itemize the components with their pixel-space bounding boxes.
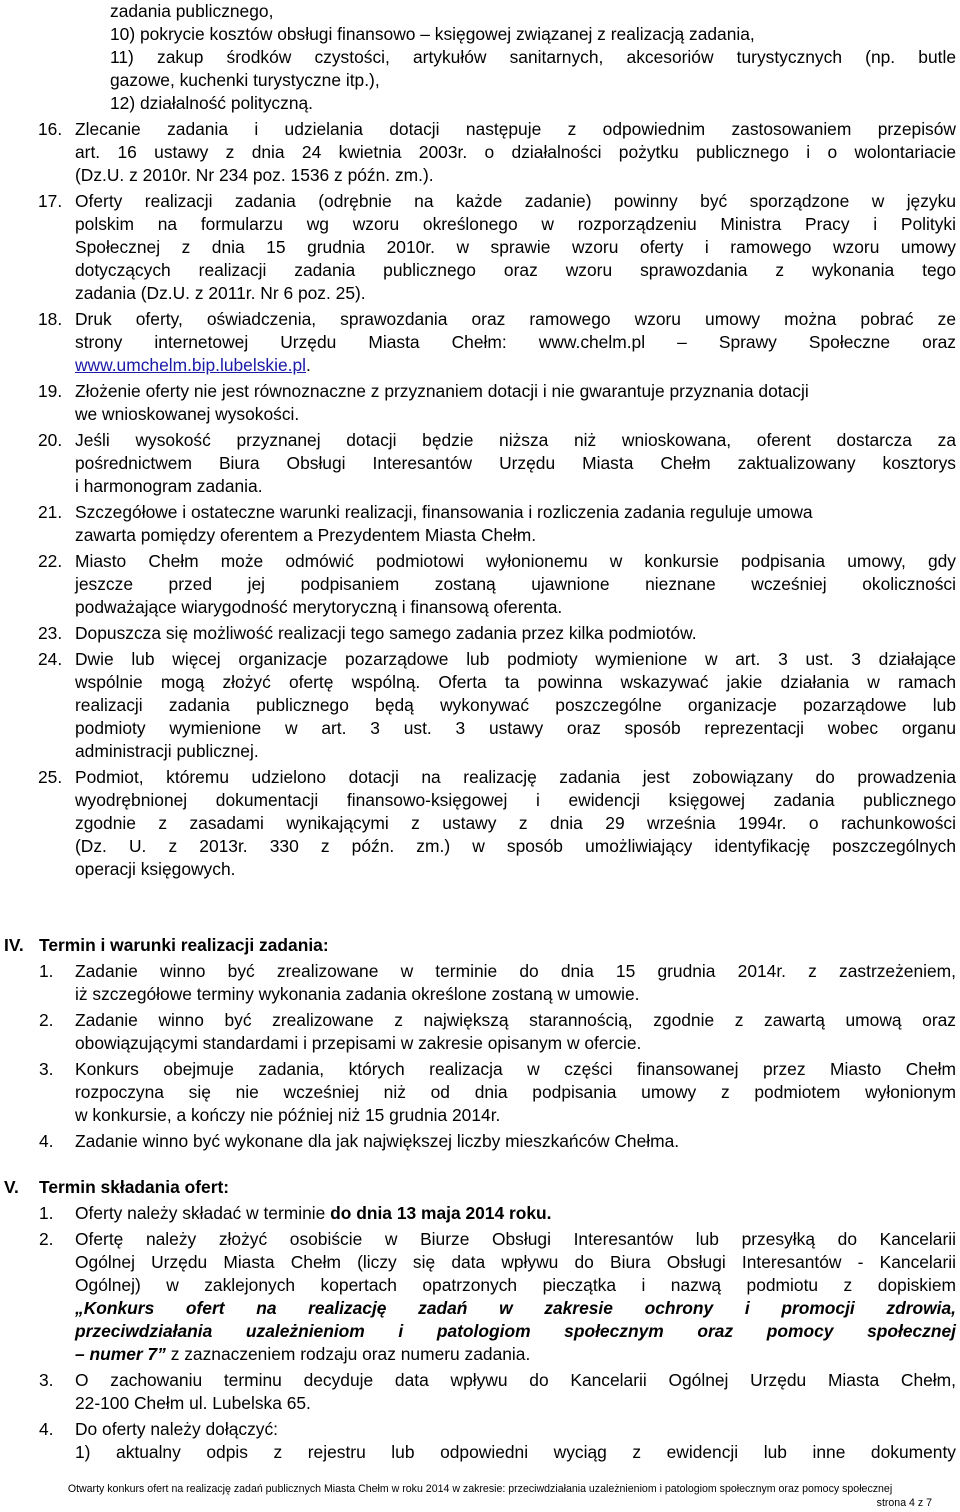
item-number: 4. xyxy=(39,1131,54,1151)
item-number: 2. xyxy=(39,1010,54,1030)
item-number: 1. xyxy=(39,961,54,981)
item-number: 23. xyxy=(38,623,63,643)
list-item: rozpoczyna się nie wcześniej niż od dnia podpisania umowy z podmiotem wyłonionym xyxy=(75,1082,956,1102)
item-number: 19. xyxy=(38,381,63,401)
list-item: Dwie lub więcej organizacje pozarządowe lub podmioty wymienione w art. 3 ust. 3 działające xyxy=(75,649,956,669)
list-item: Miasto Chełm może odmówić podmiotowi wyłonionemu w konkursie podpisania umowy, gdy xyxy=(75,551,956,571)
deadline-date: do dnia 13 maja 2014 roku. xyxy=(330,1203,552,1223)
list-item: zawarta pomiędzy oferentem a Prezydentem Miasta Chełm. xyxy=(75,525,537,545)
list-item: Konkurs obejmuje zadania, których realizacja w części finansowanej przez Miasto Chełm xyxy=(75,1059,956,1079)
list-item: Społecznej z dnia 15 grudnia 2010r. w sprawie wzoru oferty i ramowego wzoru umowy xyxy=(75,237,956,257)
list-item: zadania publicznego, xyxy=(110,1,274,21)
list-item: dotyczących realizacji zadania publicznego oraz wzoru sprawozdania z wykonania tego xyxy=(75,260,956,280)
list-item: Zlecanie zadania i udzielania dotacji następuje z odpowiednim zastosowaniem przepisów xyxy=(75,119,956,139)
list-item: jeszcze przed jej podpisaniem zostaną ujawnione nieznane wcześniej okoliczności xyxy=(75,574,956,594)
item-number: 18. xyxy=(38,309,63,329)
page-number: strona 4 z 7 xyxy=(876,1497,932,1509)
list-item: w konkursie, a kończy nie później niż 15 grudnia 2014r. xyxy=(75,1105,501,1125)
list-item: we wnioskowanej wysokości. xyxy=(75,404,300,424)
list-item: przeciwdziałania uzależnieniom i patologiom społecznym oraz pomocy społecznej xyxy=(75,1321,956,1341)
list-item: strony internetowej Urzędu Miasta Chełm: www.chelm.pl – Sprawy Społeczne oraz xyxy=(75,332,956,352)
list-item: Oferty realizacji zadania (odrębnie na każde zadanie) powinny być sporządzone w języku xyxy=(75,191,956,211)
section-title: Termin składania ofert: xyxy=(39,1177,230,1197)
list-item: 1) aktualny odpis z rejestru lub odpowiedni wyciąg z ewidencji lub inne dokumenty xyxy=(75,1442,956,1462)
list-item: Druk oferty, oświadczenia, sprawozdania oraz ramowego wzoru umowy można pobrać ze xyxy=(75,309,956,329)
list-item: podmioty wymienione w art. 3 ust. 3 ustawy oraz sposób reprezentacji wobec organu xyxy=(75,718,956,738)
list-item: operacji księgowych. xyxy=(75,859,236,879)
list-item: Zadanie winno być zrealizowane w terminie do dnia 15 grudnia 2014r. z zastrzeżeniem, xyxy=(75,961,956,981)
list-item: Jeśli wysokość przyznanej dotacji będzie niższa niż wnioskowana, oferent dostarcza za xyxy=(75,430,956,450)
section-title: Termin i warunki realizacji zadania: xyxy=(39,935,329,955)
list-item: obowiązującymi standardami i przepisami w zakresie opisanym w ofercie. xyxy=(75,1033,642,1053)
list-item: i harmonogram zadania. xyxy=(75,476,263,496)
item-number: 3. xyxy=(39,1370,54,1390)
list-item: Dopuszcza się możliwość realizacji tego samego zadania przez kilka podmiotów. xyxy=(75,623,697,643)
list-item: „Konkurs ofert na realizację zadań w zakresie ochrony i promocji zdrowia, xyxy=(75,1298,956,1318)
list-item: 11) zakup środków czystości, artykułów sanitarnych, akcesoriów turystycznych (np. butle xyxy=(110,47,956,67)
list-item: pośrednictwem Biura Obsługi Interesantów Urzędu Miasta Chełm zaktualizowany kosztorys xyxy=(75,453,956,473)
list-item: Ofertę należy złożyć osobiście w Biurze Obsługi Interesantów lub przesyłką do Kancelarii xyxy=(75,1229,956,1249)
item-number: 24. xyxy=(38,649,63,669)
item-number: 2. xyxy=(39,1229,54,1249)
item-number: 4. xyxy=(39,1419,54,1439)
item-number: 20. xyxy=(38,430,63,450)
item-number: 1. xyxy=(39,1203,54,1223)
list-item: Podmiot, któremu udzielono dotacji na realizację zadania jest zobowiązany do prowadzenia xyxy=(75,767,956,787)
list-item: (Dz. U. z 2013r. 330 z późn. zm.) w sposób umożliwiający identyfikację poszczególnych xyxy=(75,836,956,856)
list-item: art. 16 ustawy z dnia 24 kwietnia 2003r. o działalności pożytku publicznego i o wolontariacie xyxy=(75,142,956,162)
item-number: 3. xyxy=(39,1059,54,1079)
list-item: zgodnie z zasadami wynikającymi z ustawy z dnia 29 września 1994r. o rachunkowości xyxy=(75,813,956,833)
list-item: Szczegółowe i ostateczne warunki realizacji, finansowania i rozliczenia zadania reguluje umowa xyxy=(75,502,813,522)
list-item: (Dz.U. z 2010r. Nr 234 poz. 1536 z późn. zm.). xyxy=(75,165,434,185)
section-number: IV. xyxy=(4,935,24,955)
list-item: polskim na formularzu wg wzoru określonego w rozporządzeniu Ministra Pracy i Polityki xyxy=(75,214,956,234)
item-number: 16. xyxy=(38,119,63,139)
section-number: V. xyxy=(4,1177,19,1197)
item-number: 17. xyxy=(38,191,63,211)
item-number: 22. xyxy=(38,551,63,571)
list-item: Ogólnej Urzędu Miasta Chełm (liczy się data wpływu do Biura Obsługi Interesantów - Kancelarii xyxy=(75,1252,956,1272)
list-item: iż szczegółowe terminy wykonania zadania określone zostaną w umowie. xyxy=(75,984,640,1004)
list-item: 22-100 Chełm ul. Lubelska 65. xyxy=(75,1393,311,1413)
list-item: Do oferty należy dołączyć: xyxy=(75,1419,278,1439)
item-number: 25. xyxy=(38,767,63,787)
list-item: O zachowaniu terminu decyduje data wpływu do Kancelarii Ogólnej Urzędu Miasta Chełm, xyxy=(75,1370,956,1390)
list-item: www.umchelm.bip.lubelskie.pl. xyxy=(75,355,311,375)
list-item: 12) działalność polityczną. xyxy=(110,93,313,113)
list-item: wspólnie mogą złożyć ofertę wspólną. Oferta ta powinna wskazywać jakie działania w ramach xyxy=(75,672,956,692)
list-item: – numer 7” z zaznaczeniem rodzaju oraz numeru zadania. xyxy=(75,1344,531,1364)
list-item: podważające wiarygodność merytoryczną i finansową oferenta. xyxy=(75,597,563,617)
bip-link[interactable]: www.umchelm.bip.lubelskie.pl xyxy=(75,355,307,375)
list-item: Zadanie winno być zrealizowane z największą starannością, zgodnie z zawartą umową oraz xyxy=(75,1010,956,1030)
list-item: gazowe, kuchenki turystyczne itp.), xyxy=(110,70,380,90)
list-item: administracji publicznej. xyxy=(75,741,259,761)
list-item: zadania (Dz.U. z 2011r. Nr 6 poz. 25). xyxy=(75,283,366,303)
item-number: 21. xyxy=(38,502,63,522)
list-item: realizacji zadania publicznego będą wykonywać poszczególne organizacje pozarządowe lub xyxy=(75,695,956,715)
list-item: Złożenie oferty nie jest równoznaczne z przyznaniem dotacji i nie gwarantuje przyznania dotacji xyxy=(75,381,809,401)
list-item: Oferty należy składać w terminie do dnia 13 maja 2014 roku. xyxy=(75,1203,552,1223)
page-footer: Otwarty konkurs ofert na realizację zadań publicznych Miasta Chełm w roku 2014 w zakresie: przeciwdziałania uzależnieniom i patologiom społecznym oraz pomocy społecznej xyxy=(67,1483,893,1495)
list-item: 10) pokrycie kosztów obsługi finansowo – księgowej związanej z realizacją zadania, xyxy=(110,24,755,44)
list-item: wyodrębnionej dokumentacji finansowo-księgowej i ewidencji księgowej zadania publicznego xyxy=(75,790,956,810)
list-item: Zadanie winno być wykonane dla jak największej liczby mieszkańców Chełma. xyxy=(75,1131,680,1151)
list-item: Ogólnej) w zaklejonych kopertach opatrzonych pieczątka i nazwą podmiotu z dopiskiem xyxy=(75,1275,956,1295)
